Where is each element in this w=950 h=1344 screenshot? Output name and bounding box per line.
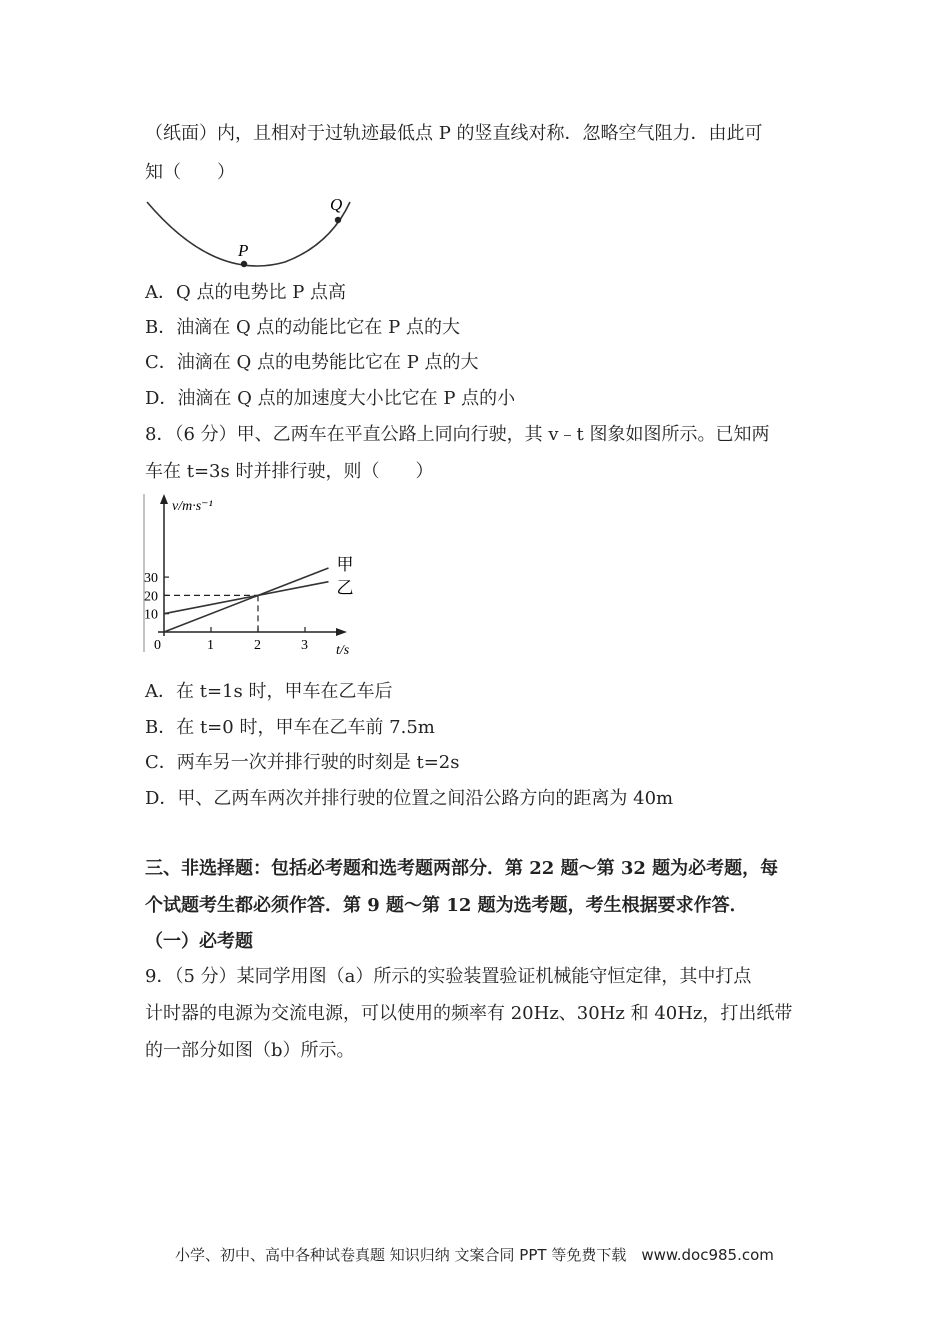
y-axis-arrow (160, 494, 168, 504)
q8-vt-chart (140, 492, 370, 662)
q7-option-c: C．油滴在 Q 点的电势能比它在 P 点的大 (145, 352, 479, 373)
q8-option-b: B．在 t=0 时，甲车在乙车前 7.5m (145, 717, 435, 738)
q9-line3: 的一部分如图（b）所示。 (145, 1040, 355, 1061)
point-p (241, 261, 247, 267)
q7-option-a: A．Q 点的电势比 P 点高 (145, 282, 347, 303)
label-q: Q (330, 195, 343, 214)
x-axis-arrow (336, 628, 347, 636)
x-tick-label: 2 (254, 638, 261, 653)
point-q (335, 217, 341, 223)
trajectory-curve (147, 202, 350, 266)
q7-option-b: B．油滴在 Q 点的动能比它在 P 点的大 (145, 317, 460, 338)
x-tick-label: 3 (301, 638, 308, 653)
series-label-jia: 甲 (336, 554, 354, 574)
x-axis-label: t/s (336, 643, 350, 658)
q7-option-d: D．油滴在 Q 点的加速度大小比它在 P 点的小 (145, 388, 516, 409)
y-axis-label: v/m·s⁻¹ (172, 499, 213, 514)
series-line-yi (164, 582, 329, 614)
q7-stem-line2: 知（ ） (145, 162, 235, 183)
q8-option-c: C．两车另一次并排行驶的时刻是 t=2s (145, 752, 460, 773)
series-label-yi: 乙 (336, 578, 354, 598)
x-tick-label: 1 (207, 638, 214, 653)
series-line-jia (164, 568, 329, 632)
y-tick-label: 20 (144, 589, 158, 605)
y-tick-label: 10 (144, 607, 158, 623)
section3-heading-line2: 个试题考生都必须作答．第 9 题～第 12 题为选考题，考生根据要求作答． (145, 895, 748, 916)
section3-subheading: （一）必考题 (145, 931, 253, 952)
x-tick-label: 0 (154, 638, 161, 653)
page-footer: 小学、初中、高中各种试卷真题 知识归纳 文案合同 PPT 等免费下载 www.doc985.com (175, 1246, 774, 1264)
q8-option-d: D．甲、乙两车两次并排行驶的位置之间沿公路方向的距离为 40m (145, 788, 674, 809)
section3-heading-line1: 三、非选择题：包括必考题和选考题两部分．第 22 题～第 32 题为必考题，每 (145, 858, 779, 879)
q8-stem-line1: 8．（6 分）甲、乙两车在平直公路上同向行驶，其 v﹣t 图象如图所示。已知两 (145, 424, 770, 445)
q7-trajectory-figure (140, 190, 370, 275)
label-p: P (238, 241, 249, 260)
q9-line1: 9．（5 分）某同学用图（a）所示的实验装置验证机械能守恒定律，其中打点 (145, 966, 752, 987)
y-tick-label: 30 (144, 571, 158, 587)
q9-line2: 计时器的电源为交流电源，可以使用的频率有 20Hz、30Hz 和 40Hz，打出纸带 (145, 1003, 793, 1024)
q8-stem-line2: 车在 t=3s 时并排行驶，则（ ） (145, 461, 434, 482)
q8-option-a: A．在 t=1s 时，甲车在乙车后 (145, 681, 393, 702)
q7-stem-line1: （纸面）内，且相对于过轨迹最低点 P 的竖直线对称．忽略空气阻力．由此可 (145, 123, 763, 144)
